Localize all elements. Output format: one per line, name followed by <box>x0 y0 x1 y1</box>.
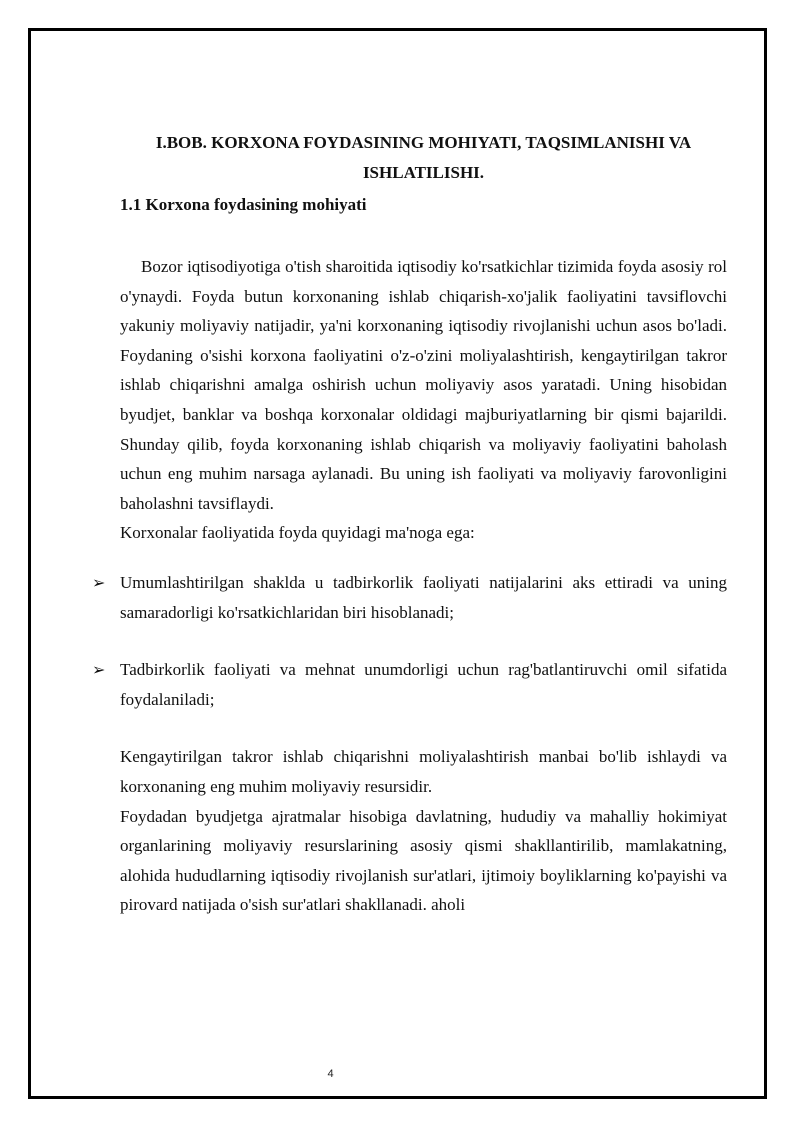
list-intro-paragraph: Korxonalar faoliyatida foyda quyidagi ma'noga ega: <box>120 523 475 543</box>
list-item-text: Umumlashtirilgan shaklda u tadbirkorlik faoliyati natijalarini aks ettiradi va uning samaradorligi ko'rsatkichlaridan biri hisoblanadi; <box>120 572 727 622</box>
list-item <box>92 655 727 714</box>
chapter-title: I.BOB. KORXONA FOYDASINING MOHIYATI, TAQSIMLANISHI VA ISHLATILISHI. <box>155 133 692 182</box>
body-paragraph: Kengaytirilgan takror ishlab chiqarishni moliyalashtirish manbai bo'lib ishlaydi va korxonaning eng muhim moliyaviy resursidir. <box>120 747 727 796</box>
arrow-bullet-icon: ➢ <box>92 660 106 680</box>
section-title: 1.1 Korxona foydasining mohiyati <box>120 195 367 214</box>
page-number: 4 <box>327 1068 334 1080</box>
list-item-text: Tadbirkorlik faoliyati va mehnat unumdorligi uchun rag'batlantiruvchi omil sifatida foydalaniladi; <box>120 660 727 709</box>
bullet-list <box>92 568 727 714</box>
intro-paragraph: Bozor iqtisodiyotiga o'tish sharoitida iqtisodiy ko'rsatkichlar tizimida foyda asosiy rol o'ynaydi. Foyda butun korxonaning ishlab chiqarish-xo'jalik faoliyatini tavsiflovchi yakuniy moliyaviy natijadir, ya'ni korxonaning iqtisodiy rivojlanishi uchun asos bo'ladi. Foydaning o'sishi korxona faoliyatini o'z-o'zini moliyalashtirish, kengaytirilgan takror ishlab chiqarishni amalga oshirish uchun moliyaviy asos yaratadi. Uning hisobidan byudjet, banklar va boshqa korxonalar oldidagi majburiyatlarning bir qismi bajarildi. Shunday qilib, foyda korxonaning ishlab chiqarish va moliyaviy faoliyatini baholash uchun eng muhim narsaga aylanadi. Bu uning ish faoliyati va moliyaviy farovonligini baholashni tavsiflaydi. <box>120 257 727 513</box>
list-item <box>92 568 727 627</box>
arrow-bullet-icon: ➢ <box>92 572 106 592</box>
document-body <box>92 128 727 920</box>
body-paragraph: Foydadan byudjetga ajratmalar hisobiga davlatning, hududiy va mahalliy hokimiyat organlarining moliyaviy resurslarining asosiy qismi shakllantirilib, mamlakatning, alohida hududlarning iqtisodiy rivojlanish sur'atlari, ijtimoiy boyliklarning ko'payishi va pirovard natijada o'sish sur'atlari shakllanadi. aholi <box>120 806 727 915</box>
